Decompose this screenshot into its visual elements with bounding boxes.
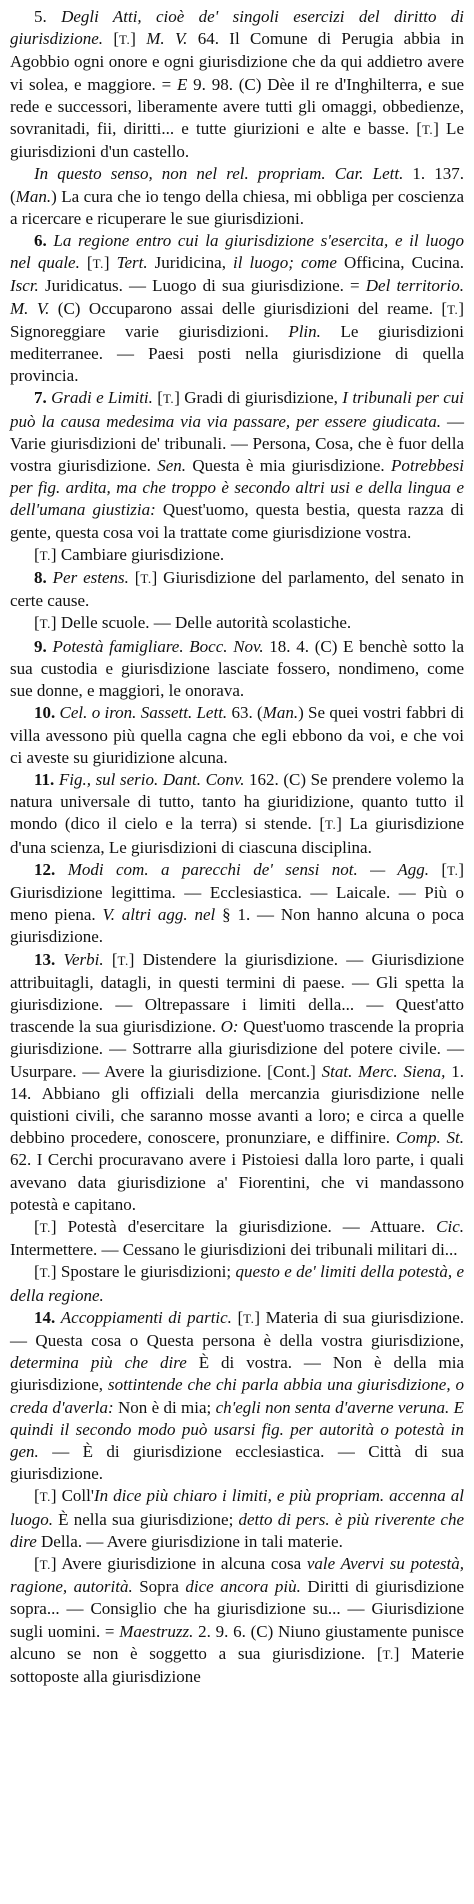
entry-paragraph (10, 949, 464, 1216)
text-segment: ] Gradi di giurisdizione, (174, 388, 343, 408)
italic-text-segment: Modi com. a parecchi de' sensi not. — Agg. (67, 859, 429, 879)
italic-text-segment: Tert. (116, 253, 148, 273)
italic-text-segment: La regione entro cui la giurisdizione s'esercita, e il luogo nel quale. (10, 231, 464, 273)
section-number: 7. (34, 388, 52, 408)
text-segment: ] Le giurisdizioni d'un castello. (10, 119, 464, 162)
italic-text-segment: Plin. (288, 321, 321, 341)
text-segment: ] La giurisdizione d'una scienza, Le giurisdizioni di ciascuna disciplina. (10, 814, 464, 857)
entry-paragraph (10, 612, 464, 635)
text-segment: 162. (C) Se prendere volemo la natura universale di tutto, tanto ha giuridizione, quanto tutto il mondo (dico il cielo e la terra) si stende. [ (10, 769, 465, 834)
entry-paragraph (10, 1485, 464, 1553)
italic-text-segment: Stat. Merc. Siena, (321, 1061, 446, 1081)
tommaseo-marker: T. (243, 1310, 255, 1326)
entry-paragraph (10, 387, 464, 543)
italic-text-segment: Verbi. (63, 949, 104, 969)
italic-text-segment: Iscr. (10, 276, 39, 296)
text-segment: Intermettere. — Cessano le giurisdizioni dei tribunali militari di... (10, 1240, 458, 1260)
tommaseo-marker: T. (325, 817, 337, 833)
italic-text-segment: Del territorio. M. V. (10, 276, 464, 318)
italic-text-segment: il luogo; come (233, 253, 337, 273)
text-segment: 2. 9. 6. (C) Niuno giustamente punisce alcuno se non è soggetto a sua giurisdizione. [ (10, 1621, 464, 1663)
italic-text-segment: Maestruzz. (119, 1621, 194, 1641)
italic-text-segment: Man. (15, 186, 52, 206)
text-segment: Diritti di giurisdizione sopra... — Consiglio che ha giurisdizione su... — Giurisdizione sugli uomini. = (10, 1577, 465, 1641)
italic-text-segment: Comp. St. (395, 1128, 464, 1148)
text-segment: ] Avere giurisdizione in alcuna cosa (50, 1554, 307, 1574)
text-segment: ] Spostare le giurisdizioni; (50, 1262, 236, 1282)
italic-text-segment: Degli Atti, cioè de' singoli esercizi del diritto di giurisdizione. (10, 7, 464, 49)
text-segment: Juridicina, (147, 253, 234, 273)
text-segment: Quest'uomo, questa bestia, questa razza di gente, questa cosa voi la trattate come giurisdizione vostra. (10, 500, 464, 542)
entry-paragraph (10, 567, 464, 612)
text-segment: Della. — Avere giurisdizione in tali materie. (36, 1531, 343, 1551)
section-number: 12. (34, 859, 68, 879)
text-segment: ] Giurisdizione del parlamento, del senato in certe cause. (10, 568, 465, 611)
section-number: 8. (34, 568, 53, 588)
tommaseo-marker: T. (92, 256, 104, 272)
text-segment: È di vostra. — Non è della mia giurisdizione, (10, 1353, 464, 1395)
text-segment: 1. 14. Abbiano gli offiziali della mercanzia giurisdizione nelle quistioni civili, che saranno mosse avanti a loro; e circa a quelle debbino procedere, conoscere, pronunziare, e diffinire. (10, 1061, 464, 1148)
text-segment: (C) Occuparono assai delle giurisdizioni del reame. [ (49, 298, 448, 318)
tommaseo-marker: T. (39, 1557, 51, 1573)
text-segment: [ (79, 253, 93, 273)
text-segment: ] Giurisdizione legittima. — Ecclesiastica. — Laicale. — Più o meno piena. (10, 859, 464, 925)
tommaseo-marker: T. (421, 122, 434, 138)
italic-text-segment: Cic. (436, 1216, 464, 1236)
entry-paragraph (10, 859, 464, 949)
text-segment: ] (103, 253, 117, 273)
text-segment: [ (128, 568, 141, 588)
text-segment: ) La cura che io tengo della chiesa, mi obbliga per coscienza a ricercare e ricuperare le sue giurisdizioni. (10, 186, 464, 228)
text-segment: 62. I Cerchi procuravano avere i Pistoiesi dalla loro parte, i quali avevano data giurisdizione a' Fiorentini, che vi mandassono potestà e capitano. (10, 1150, 464, 1214)
tommaseo-marker: T. (39, 616, 51, 632)
italic-text-segment: Sen. (157, 456, 187, 476)
entry-paragraph (10, 544, 464, 567)
italic-text-segment: In questo senso, non nel rel. propriam. Car. Lett. (34, 164, 404, 184)
text-segment: ] Materia di sua giurisdizione. — Questa cosa o Questa persona è della vostra giurisdizione, (10, 1307, 464, 1350)
text-segment: [ (34, 1216, 40, 1236)
italic-text-segment: detto di pers. è più riverente che dire (10, 1509, 464, 1551)
italic-text-segment: O: (220, 1017, 239, 1037)
text-segment: — Varie giurisdizioni de' tribunali. — Persona, Cosa, che è fuor della vostra giurisdizione. (10, 411, 464, 476)
text-segment: — È di giurisdizione ecclesiastica. — Città di sua giurisdizione. (10, 1442, 464, 1484)
text-segment: Juridicatus. — Luogo di sua giurisdizione. = (38, 276, 366, 296)
italic-text-segment: Per estens. (52, 568, 129, 588)
text-segment: [ (34, 544, 40, 564)
entry-paragraph (10, 6, 464, 163)
tommaseo-marker: T. (447, 862, 459, 878)
italic-text-segment: Gradi e Limiti. (51, 388, 153, 408)
italic-text-segment: sottintende che chi parla abbia una giurisdizione, o creda d'averla: (10, 1375, 465, 1417)
italic-text-segment: vale Avervi su potestà, ragione, autorità. (10, 1554, 464, 1597)
entry-paragraph (10, 1307, 464, 1486)
tommaseo-marker: T. (117, 952, 129, 968)
tommaseo-marker: T. (162, 391, 175, 407)
italic-text-segment: Cel. o iron. Sassett. Lett. (59, 703, 228, 723)
entry-paragraph (10, 1261, 464, 1306)
italic-text-segment: determina più che dire (10, 1353, 187, 1373)
text-segment: 63. ( (227, 703, 263, 723)
text-segment: ] Cambiare giurisdizione. (50, 544, 225, 564)
text-segment: ] Signoreggiare varie giurisdizioni. (10, 298, 464, 341)
italic-text-segment: questo e de' limiti della potestà, e della regione. (10, 1262, 464, 1305)
tommaseo-marker: T. (447, 301, 459, 317)
text-segment: [ (34, 1486, 40, 1506)
text-segment: Le giurisdizioni mediterranee. — Paesi posti nella giurisdizione di quella provincia. (10, 321, 464, 386)
italic-text-segment: I tribunali per cui può la causa medesima via via passare, per essere giudicata. (10, 388, 464, 431)
tommaseo-marker: T. (39, 1489, 51, 1505)
text-segment: [ (34, 613, 40, 633)
tommaseo-marker: T. (39, 547, 51, 563)
text-segment: [ (231, 1307, 244, 1327)
text-segment: [ (429, 859, 448, 879)
italic-text-segment: Accoppiamenti di partic. (60, 1307, 232, 1327)
text-segment: ) Se quei vostri fabbri di villa avessono più quella cagna che egli ebbono da voi, e che voi ci aveste su giuridizione alcuna. (10, 703, 464, 767)
italic-text-segment: In dice più chiaro i limiti, e più propriam. accenna al luogo. (10, 1486, 465, 1529)
text-segment: 9. 98. (C) Dèe il re d'Inghilterra, e sue rede e successori, liberamente avere tutti gli omaggi, obbedienze, sovranitadi, fii, diritti... e tutte giurizioni e alte e basse. [ (10, 74, 465, 139)
text-segment: [ (103, 949, 118, 969)
text-segment: È nella sua giurisdizione; (52, 1509, 239, 1529)
text-segment: Officina, Cucina. (336, 253, 464, 273)
entry-paragraph (10, 769, 464, 859)
entry-paragraph (10, 230, 464, 387)
tommaseo-marker: T. (140, 571, 152, 587)
text-segment: [ (34, 1554, 40, 1574)
text-segment: [ (34, 1262, 40, 1282)
italic-text-segment: dice ancora più. (185, 1577, 301, 1597)
italic-text-segment: ch'egli non senta d'averne veruna. E quindi il secondo modo può usarsi fig. per autorità o potestà in gen. (10, 1397, 464, 1461)
section-number: 14. (34, 1307, 61, 1327)
text-segment: [ (103, 29, 120, 49)
text-segment: ] Coll' (50, 1486, 94, 1506)
tommaseo-marker: T. (119, 32, 131, 48)
entry-paragraph (10, 702, 464, 769)
entry-paragraph (10, 1216, 464, 1261)
section-number: 11. (34, 769, 59, 789)
text-segment: ] Distendere la giurisdizione. — Giurisdizione attribuitagli, datagli, in questi termini di paese. — Gli spetta la giurisdizione. — Oltrepassare i limiti della... — Quest'atto trascende la sua giurisdizione. (10, 949, 464, 1037)
italic-text-segment: Potestà famigliare. Bocc. Nov. (52, 636, 264, 656)
text-segment: § 1. — Non hanno alcuna o poca giurisdizione. (10, 905, 464, 947)
entry-paragraph (10, 1553, 464, 1688)
text-segment: 64. Il Comune di Perugia abbia in Agobbio ogni onore e ogni giurisdizione che da qui addietro avere vi solea, e maggiore. = (10, 29, 465, 94)
tommaseo-marker: T. (39, 1265, 51, 1281)
section-number: 10. (34, 703, 60, 723)
tommaseo-marker: T. (382, 1646, 394, 1662)
entry-paragraph (10, 636, 464, 703)
section-number: 13. (34, 949, 64, 969)
dictionary-entry-body (10, 6, 464, 1688)
text-segment: ] (130, 29, 147, 49)
text-segment: 18. 4. (C) E benchè sotto la sua custodia e giurisdizione lasciate fossero, nondimeno, come sue donne, e maggiori, le onorava. (10, 636, 464, 701)
text-segment: Sopra (132, 1577, 186, 1597)
text-segment: ] Delle scuole. — Delle autorità scolastiche. (50, 613, 352, 633)
italic-text-segment: M. V. (146, 29, 198, 49)
text-segment: Questa è mia giurisdizione. (186, 456, 391, 476)
italic-text-segment: Man. (262, 703, 299, 723)
text-segment: [ (152, 388, 163, 408)
italic-text-segment: E (176, 74, 194, 94)
text-segment: ] Materie sottoposte alla giurisdizione (10, 1643, 464, 1687)
text-segment: Non è di mia; (113, 1397, 216, 1417)
tommaseo-marker: T. (39, 1219, 51, 1235)
italic-text-segment: V. altri agg. nel (102, 905, 216, 925)
text-segment: 5. (34, 7, 62, 26)
text-segment: ] Potestà d'esercitare la giurisdizione. — Attuare. (50, 1216, 437, 1236)
text-segment: 1. 137. ( (10, 164, 464, 206)
section-number: 6. (34, 231, 54, 251)
italic-text-segment: Potrebbesi per fig. ardita, ma che troppo è secondo altri usi e della lingua e dell'umana giustizia: (10, 456, 464, 520)
section-number: 9. (34, 636, 53, 656)
entry-paragraph (10, 163, 464, 230)
text-segment: Quest'uomo trascende la propria giurisdizione. — Sottrarre alla giurisdizione del potere civile. — Usurpare. — Avere la giurisdizione. [Cont.] (10, 1017, 464, 1081)
italic-text-segment: Fig., sul serio. Dant. Conv. (58, 769, 245, 789)
